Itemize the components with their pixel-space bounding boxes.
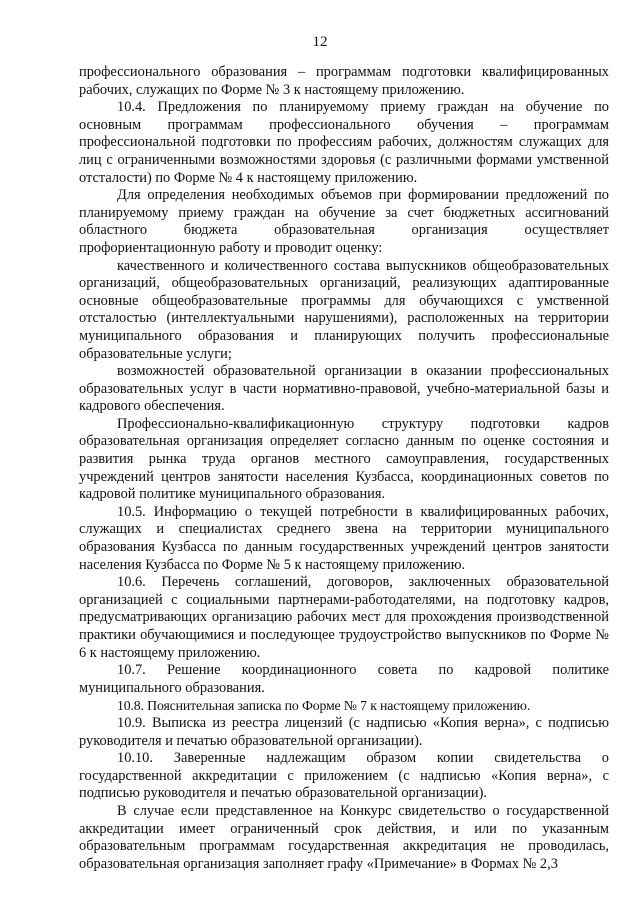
paragraph-10-7: 10.7. Решение координационного совета по кадровой политике муниципального образования. bbox=[79, 662, 609, 696]
paragraph-assessment-intro: Для определения необходимых объемов при формировании предложений по планируемому приему граждан на обучение за счет бюджетных ассигнований областного бюджета образовательная организация осуществляет профориентационную работу и проводит оценку: bbox=[79, 187, 609, 256]
paragraph-graduates-composition: качественного и количественного состава выпускников общеобразовательных организаций, общеобразовательных организаций, реализующих адаптированные основные общеобразовательные программы для обучающихся с умственной отсталостью (интеллектуальными нарушениями), расположенных на территории муниципального образования и планирующих получить профессиональные образовательные услуги; bbox=[79, 257, 609, 362]
paragraph-10-4: 10.4. Предложения по планируемому приему граждан на обучение по основным программам профессионального обучения – программам профессиональной подготовки по профессиям рабочих, должностям служащих для лиц с ограниченными возможностями здоровья (с различными формами умственной отсталости) по Форме № 4 к настоящему приложению. bbox=[79, 99, 609, 186]
paragraph-organization-capabilities: возможностей образовательной организации в оказании профессиональных образовательных услуг в части нормативно-правовой, учебно-материальной базы и кадрового обеспечения. bbox=[79, 363, 609, 415]
paragraph-10-6: 10.6. Перечень соглашений, договоров, заключенных образовательной организацией с социальными партнерами-работодателями, на подготовку кадров, предусматривающих организацию рабочих мест для прохождения производственной практики обучающимися и последующее трудоустройство выпускников по Форме № 6 к настоящему приложению. bbox=[79, 574, 609, 661]
paragraph-10-10: 10.10. Заверенные надлежащим образом копии свидетельства о государственной аккредитации с приложением (с надписью «Копия верна», с подписью руководителя и печатью образовательной организации). bbox=[79, 750, 609, 802]
document-body bbox=[79, 64, 609, 873]
paragraph-10-8: 10.8. Пояснительная записка по Форме № 7 к настоящему приложению. bbox=[117, 698, 531, 714]
paragraph-continuation: профессионального образования – программам подготовки квалифицированных рабочих, служащих по Форме № 3 к настоящему приложению. bbox=[79, 64, 609, 98]
paragraph-10-9: 10.9. Выписка из реестра лицензий (с надписью «Копия верна», с подписью руководителя и печатью образовательной организации). bbox=[79, 714, 609, 749]
page-number: 12 bbox=[312, 34, 328, 50]
paragraph-10-5: 10.5. Информацию о текущей потребности в квалифицированных рабочих, служащих и специалистах среднего звена на территории муниципального образования Кузбасса по данным государственных учреждений центров занятости населения Кузбасса по Форме № 5 к настоящему приложению. bbox=[79, 503, 609, 573]
paragraph-accreditation-note: В случае если представленное на Конкурс свидетельство о государственной аккредитации имеет ограниченный срок действия, и или по указанным образовательным программам государственная аккредитация не проводилась, образовательная организация заполняет графу «Примечание» в Формах № 2,3 bbox=[79, 802, 609, 872]
paragraph-qualification-structure: Профессионально-квалификационную структуру подготовки кадров образовательная организация определяет согласно данным по оценке состояния и развития рынка труда органов местного самоуправления, государственных учреждений центров занятости населения Кузбасса, координационных советов по кадровой политике муниципального образования. bbox=[79, 415, 609, 503]
